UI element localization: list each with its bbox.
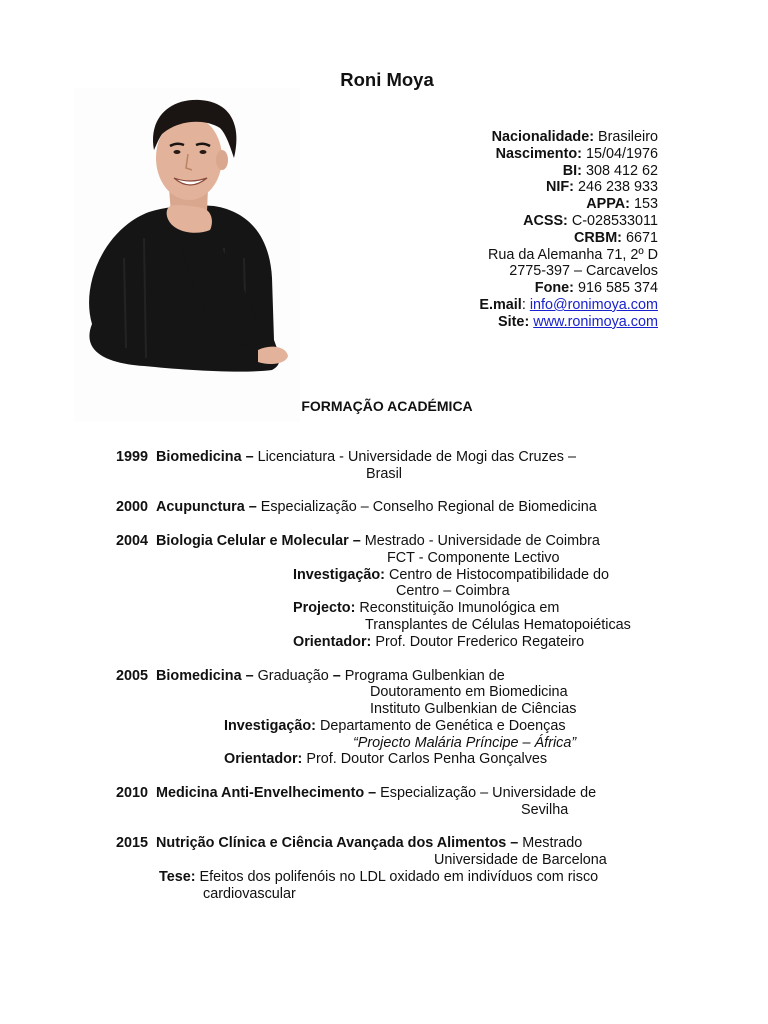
address-line-1: Rua da Alemanha 71, 2º D	[487, 246, 658, 263]
investigation-line: Investigação: Departamento de Genética e Doenças	[224, 718, 566, 734]
acss-line: ACSS: C-028533011	[523, 212, 658, 229]
appa-line: APPA: 153	[586, 196, 658, 213]
education-entry-2015: 2015 Nutrição Clínica e Ciência Avançada dos Alimentos – Mestrado	[116, 835, 583, 851]
entry-continuation: FCT - Componente Lectivo	[387, 550, 560, 566]
entry-continuation: cardiovascular	[203, 886, 296, 902]
entry-continuation: Doutoramento em Biomedicina	[370, 684, 568, 700]
investigation-line: Investigação: Centro de Histocompatibilidade do	[293, 567, 609, 583]
education-entry-2004: 2004 Biologia Celular e Molecular – Mestrado - Universidade de Coimbra	[116, 533, 600, 549]
education-entry-2010: 2010 Medicina Anti-Envelhecimento – Especialização – Universidade de	[116, 785, 597, 801]
advisor-line: Orientador: Prof. Doutor Carlos Penha Gonçalves	[224, 751, 548, 767]
entry-title: Biomedicina –	[156, 668, 254, 684]
email-link[interactable]: info@ronimoya.com	[529, 296, 658, 313]
contact-block	[479, 129, 658, 331]
site-line: Site: www.ronimoya.com	[498, 313, 658, 330]
entry-continuation: Universidade de Barcelona	[434, 852, 607, 868]
entry-year: 2010	[116, 785, 149, 801]
birthdate-line: Nascimento: 15/04/1976	[495, 145, 658, 162]
phone-line: Fone: 916 585 374	[534, 280, 658, 297]
entry-title: Biologia Celular e Molecular –	[156, 533, 361, 549]
entry-year: 2004	[116, 533, 149, 549]
entry-year: 2000	[116, 499, 149, 515]
education-entry-2000: 2000 Acupunctura – Especialização – Conselho Regional de Biomedicina	[116, 499, 597, 515]
section-title: FORMAÇÃO ACADÉMICA	[301, 398, 473, 414]
entry-continuation: “Projecto Malária Príncipe – África”	[353, 735, 577, 751]
entry-title: Nutrição Clínica e Ciência Avançada dos Alimentos –	[156, 835, 519, 851]
entry-title: Medicina Anti-Envelhecimento –	[156, 785, 377, 801]
entry-title: Acupunctura –	[156, 499, 257, 515]
education-entry-1999: 1999 Biomedicina – Licenciatura - Universidade de Mogi das Cruzes –	[116, 449, 576, 465]
entry-continuation: Instituto Gulbenkian de Ciências	[370, 701, 577, 717]
nationality-line: Nacionalidade: Brasileiro	[491, 129, 658, 145]
entry-continuation: Brasil	[366, 466, 402, 482]
entry-continuation: Centro – Coimbra	[396, 583, 510, 599]
website-link[interactable]: www.ronimoya.com	[533, 313, 658, 330]
entry-continuation: Sevilha	[521, 802, 569, 818]
education-entry-2005: 2005 Biomedicina – Graduação – Programa Gulbenkian de	[116, 668, 505, 684]
entry-year: 1999	[116, 449, 149, 465]
entry-year: 2015	[116, 835, 149, 851]
address-line-2: 2775-397 – Carcavelos	[509, 263, 658, 280]
page-title: Roni Moya	[340, 69, 434, 90]
email-line: E.mail: info@ronimoya.com	[479, 296, 658, 313]
thesis-line: Tese: Efeitos dos polifenóis no LDL oxidado em indivíduos com risco	[159, 869, 599, 885]
entry-title: Biomedicina –	[156, 449, 254, 465]
person-portrait-photo	[74, 88, 300, 422]
entry-continuation: Transplantes de Células Hematopoiéticas	[365, 617, 631, 633]
nif-line: NIF: 246 238 933	[545, 179, 658, 196]
entry-year: 2005	[116, 668, 149, 684]
crbm-line: CRBM: 6671	[574, 229, 658, 246]
bi-line: BI: 308 412 62	[562, 162, 658, 179]
project-line: Projecto: Reconstituição Imunológica em	[293, 600, 560, 616]
advisor-line: Orientador: Prof. Doutor Frederico Regateiro	[293, 634, 585, 650]
